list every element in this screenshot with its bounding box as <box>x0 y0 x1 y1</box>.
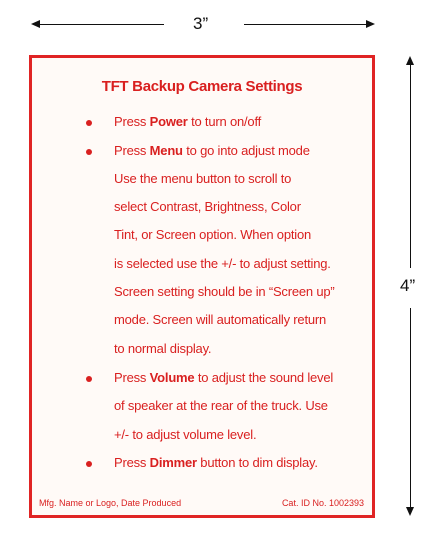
instruction-menu-line: Screen setting should be in “Screen up” <box>114 284 335 299</box>
instruction-power <box>114 114 261 129</box>
height-line-top <box>410 63 411 268</box>
instruction-prefix: Press <box>114 114 150 129</box>
bullet-icon <box>86 120 92 126</box>
instruction-menu-line: mode. Screen will automatically return <box>114 312 327 327</box>
instruction-suffix: to turn on/off <box>187 114 262 129</box>
keyword-dimmer: Dimmer <box>149 455 197 470</box>
instruction-menu-line: is selected use the +/- to adjust setting. <box>114 256 331 271</box>
instruction-prefix: Press <box>114 455 150 470</box>
footer-catalog-id: Cat. ID No. 1002393 <box>281 498 364 508</box>
width-line-left <box>38 24 164 25</box>
instruction-prefix: Press <box>114 370 150 385</box>
arrow-down-icon <box>406 507 414 516</box>
card-title: TFT Backup Camera Settings <box>101 78 303 95</box>
instruction-volume <box>114 370 333 385</box>
instruction-volume-line: +/- to adjust volume level. <box>114 427 257 442</box>
instruction-suffix: button to dim display. <box>196 455 318 470</box>
height-line-bottom <box>410 308 411 509</box>
instructions-list <box>32 58 372 515</box>
width-line-right <box>244 24 368 25</box>
height-label: 4” <box>400 276 416 295</box>
keyword-power: Power <box>149 114 188 129</box>
keyword-menu: Menu <box>149 143 183 158</box>
instruction-menu-line: Use the menu button to scroll to <box>114 171 292 186</box>
instruction-dimmer <box>114 455 318 470</box>
bullet-icon <box>86 461 92 467</box>
instruction-volume-line: of speaker at the rear of the truck. Use <box>114 398 328 413</box>
keyword-volume: Volume <box>149 370 195 385</box>
instruction-suffix: to adjust the sound level <box>194 370 334 385</box>
bullet-icon <box>86 376 92 382</box>
arrow-right-icon <box>366 20 375 28</box>
instruction-menu-line: to normal display. <box>114 341 212 356</box>
instruction-menu-line: select Contrast, Brightness, Color <box>114 199 301 214</box>
instruction-prefix: Press <box>114 143 150 158</box>
bullet-icon <box>86 149 92 155</box>
settings-label-card <box>29 55 375 518</box>
instruction-menu <box>114 143 310 158</box>
instruction-suffix: to go into adjust mode <box>182 143 310 158</box>
width-label: 3” <box>193 14 209 33</box>
footer-manufacturer: Mfg. Name or Logo, Date Produced <box>39 498 182 508</box>
instruction-menu-line: Tint, or Screen option. When option <box>114 227 312 242</box>
